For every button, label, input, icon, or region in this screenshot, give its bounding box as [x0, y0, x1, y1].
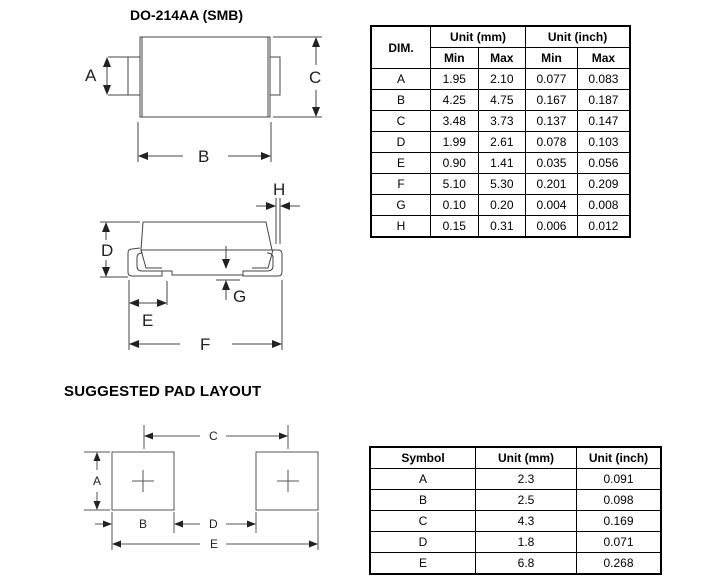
cell-mm: 2.3 — [476, 469, 577, 490]
cell-mm-max: 2.61 — [478, 132, 526, 153]
cell-in-min: 0.167 — [526, 90, 578, 111]
pad-layout-drawing — [0, 400, 360, 586]
cell-symbol: B — [370, 490, 476, 511]
header-unit-mm: Unit (mm) — [431, 26, 526, 48]
cell-mm-max: 5.30 — [478, 174, 526, 195]
pad-label-d: D — [209, 517, 218, 531]
cell-in-max: 0.083 — [577, 69, 630, 90]
package-drawing — [0, 0, 360, 370]
dim-label-c: C — [309, 68, 322, 87]
cell-mm-min: 4.25 — [431, 90, 479, 111]
header-dim: DIM. — [371, 26, 431, 69]
pad-label-e: E — [210, 537, 219, 551]
cell-dim: C — [371, 111, 431, 132]
cell-mm: 2.5 — [476, 490, 577, 511]
cell-in-max: 0.187 — [577, 90, 630, 111]
cell-symbol: E — [370, 553, 476, 575]
cell-mm-min: 1.99 — [431, 132, 479, 153]
cell-in-max: 0.103 — [577, 132, 630, 153]
cell-inch: 0.169 — [577, 511, 662, 532]
dim-label-a: A — [85, 66, 97, 85]
cell-dim: F — [371, 174, 431, 195]
table-row — [370, 532, 661, 553]
pad-label-a: A — [93, 474, 102, 488]
cell-mm: 1.8 — [476, 532, 577, 553]
cell-mm-min: 0.10 — [431, 195, 479, 216]
dim-label-b: B — [198, 147, 210, 166]
cell-inch: 0.071 — [577, 532, 662, 553]
dim-label-f: F — [200, 335, 211, 354]
table-row — [370, 469, 661, 490]
cell-in-min: 0.137 — [526, 111, 578, 132]
table-row — [370, 490, 661, 511]
cell-mm-max: 0.31 — [478, 216, 526, 238]
cell-mm-min: 0.90 — [431, 153, 479, 174]
cell-mm-max: 2.10 — [478, 69, 526, 90]
cell-dim: B — [371, 90, 431, 111]
cell-inch: 0.268 — [577, 553, 662, 575]
cell-mm-max: 4.75 — [478, 90, 526, 111]
cell-mm-min: 5.10 — [431, 174, 479, 195]
header-symbol: Symbol — [370, 447, 476, 469]
pad-layout-title: SUGGESTED PAD LAYOUT — [64, 383, 262, 400]
cell-in-max: 0.008 — [577, 195, 630, 216]
cell-in-min: 0.006 — [526, 216, 578, 238]
header-unit-inch: Unit (inch) — [526, 26, 630, 48]
cell-mm: 6.8 — [476, 553, 577, 575]
header-unit-inch: Unit (inch) — [577, 447, 662, 469]
table-row — [371, 90, 630, 111]
cell-mm-max: 0.20 — [478, 195, 526, 216]
dimension-table — [370, 25, 631, 238]
cell-dim: A — [371, 69, 431, 90]
dim-label-h: H — [273, 180, 286, 199]
cell-mm: 4.3 — [476, 511, 577, 532]
cell-symbol: A — [370, 469, 476, 490]
dim-label-e: E — [142, 311, 154, 330]
header-mm-max: Max — [478, 48, 526, 69]
header-unit-mm: Unit (mm) — [476, 447, 577, 469]
cell-dim: D — [371, 132, 431, 153]
cell-inch: 0.091 — [577, 469, 662, 490]
cell-in-max: 0.056 — [577, 153, 630, 174]
pad-label-b: B — [139, 517, 148, 531]
cell-dim: E — [371, 153, 431, 174]
table-row — [371, 153, 630, 174]
cell-in-min: 0.077 — [526, 69, 578, 90]
cell-mm-min: 1.95 — [431, 69, 479, 90]
cell-inch: 0.098 — [577, 490, 662, 511]
table-row — [371, 111, 630, 132]
header-in-max: Max — [577, 48, 630, 69]
cell-in-min: 0.201 — [526, 174, 578, 195]
table-row — [371, 174, 630, 195]
cell-dim: H — [371, 216, 431, 238]
cell-in-min: 0.004 — [526, 195, 578, 216]
cell-mm-max: 1.41 — [478, 153, 526, 174]
cell-in-max: 0.209 — [577, 174, 630, 195]
table-row — [370, 511, 661, 532]
table-row — [370, 553, 661, 575]
cell-dim: G — [371, 195, 431, 216]
cell-mm-min: 3.48 — [431, 111, 479, 132]
cell-mm-min: 0.15 — [431, 216, 479, 238]
header-mm-min: Min — [431, 48, 479, 69]
cell-symbol: C — [370, 511, 476, 532]
table-row — [371, 195, 630, 216]
table-row — [371, 132, 630, 153]
pad-label-c: C — [209, 429, 218, 443]
table-row — [371, 216, 630, 238]
cell-symbol: D — [370, 532, 476, 553]
cell-in-max: 0.147 — [577, 111, 630, 132]
cell-in-min: 0.035 — [526, 153, 578, 174]
pad-table — [369, 446, 662, 575]
header-in-min: Min — [526, 48, 578, 69]
cell-in-min: 0.078 — [526, 132, 578, 153]
table-row — [371, 69, 630, 90]
dim-label-d: D — [101, 241, 114, 260]
cell-mm-max: 3.73 — [478, 111, 526, 132]
dim-label-g: G — [233, 287, 247, 306]
package-title: DO-214AA (SMB) — [130, 7, 244, 23]
cell-in-max: 0.012 — [577, 216, 630, 238]
